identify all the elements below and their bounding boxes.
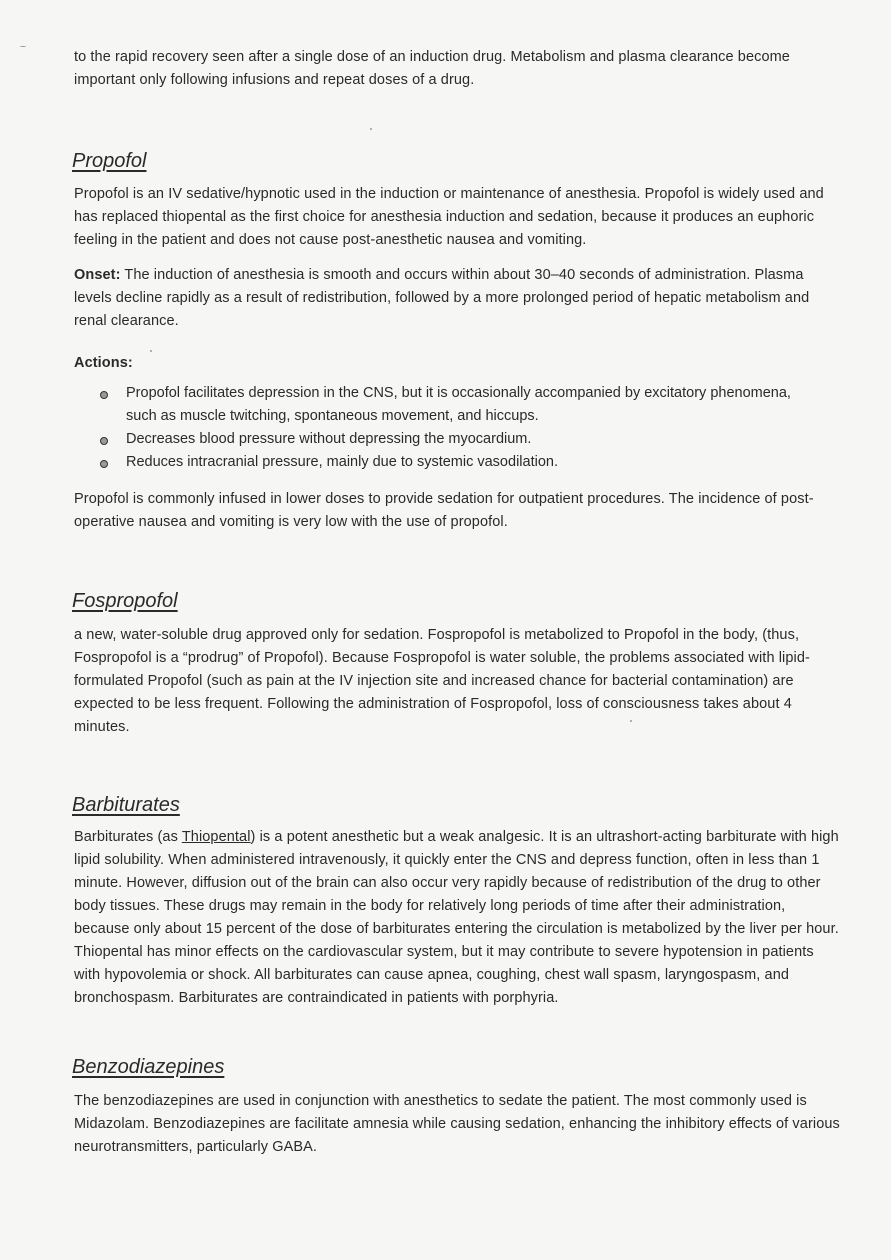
propofol-closing: Propofol is commonly infused in lower doses to provide sedation for outpatient procedures. The incidence of post-operative nausea and vomiting is very low with the use of propofol. [74,491,814,530]
list-item: Reduces intracranial pressure, mainly due to systemic vasodilation. [98,451,798,474]
bullet-icon [100,391,108,399]
bullet-icon [100,460,108,468]
propofol-onset [74,264,844,333]
benzodiazepines-heading: Benzodiazepines [72,1056,225,1078]
intro-paragraph: to the rapid recovery seen after a single dose of an induction drug. Metabolism and plasma clearance become important only following infusions and repeat doses of a drug. [74,49,790,88]
scan-speck [150,350,152,352]
list-item: Propofol facilitates depression in the CNS, but it is occasionally accompanied by excitatory phenomena, such as muscle twitching, spontaneous movement, and hiccups. [98,382,798,428]
onset-text: The induction of anesthesia is smooth and occurs within about 30–40 seconds of administration. Plasma levels decline rapidly as a result of redistribution, followed by a more prolonged period of hepatic metabolism and renal clearance. [74,267,810,329]
fospropofol-paragraph: a new, water-soluble drug approved only for sedation. Fospropofol is metabolized to Propofol in the body, (thus, Fospropofol is a “prodrug” of Propofol). Because Fospropofol is water soluble, the problems associated with lipid-formulated Propofol (such as pain at the IV injection site and increased chance for bacterial contamination) are expected to be less frequent. Following the administration of Fospropofol, loss of consciousness takes about 4 minutes. [74,627,810,735]
fospropofol-heading: Fospropofol [72,590,178,612]
thiopental-link: Thiopental [181,829,251,845]
scan-speck [630,720,632,722]
onset-label: Onset: [74,267,121,283]
barbiturates-heading: Barbiturates [72,794,180,816]
scan-speck [370,128,372,130]
bullet-icon [100,437,108,445]
barbiturates-paragraph: Barbiturates (as Thiopental) is a potent anesthetic but a weak analgesic. It is an ultrashort-acting barbiturate with high lipid solubility. When administered intravenously, it quickly enter the CNS and depress function, often in less than 1 minute. However, diffusion out of the brain can also occur very rapidly because of redistribution of the drug to other body tissues. These drugs may remain in the body for relatively long periods of time after their administration, because only about 15 percent of the dose of barbiturates entering the circulation is metabolized by the liver per hour. Thiopental has minor effects on the cardiovascular system, but it may contribute to severe hypotension in patients with hypovolemia or shock. All barbiturates can cause apnea, coughing, chest wall spasm, laryngospasm, and bronchospasm. Barbiturates are contraindicated in patients with porphyria. [74,829,839,1006]
scan-speck [20,46,26,47]
actions-list [98,382,798,474]
propofol-description: Propofol is an IV sedative/hypnotic used in the induction or maintenance of anesthesia. Propofol is widely used and has replaced thiopental as the first choice for anesthesia induction and sedation, because it produces an euphoric feeling in the patient and does not cause post-anesthetic nausea and vomiting. [74,186,824,248]
propofol-heading: Propofol [72,150,147,172]
benzodiazepines-paragraph: The benzodiazepines are used in conjunction with anesthetics to sedate the patient. The most commonly used is Midazolam. Benzodiazepines are facilitate amnesia while causing sedation, enhancing the inhibitory effects of various neurotransmitters, particularly GABA. [74,1093,840,1155]
actions-label: Actions: [74,355,133,371]
list-item: Decreases blood pressure without depressing the myocardium. [98,428,798,451]
